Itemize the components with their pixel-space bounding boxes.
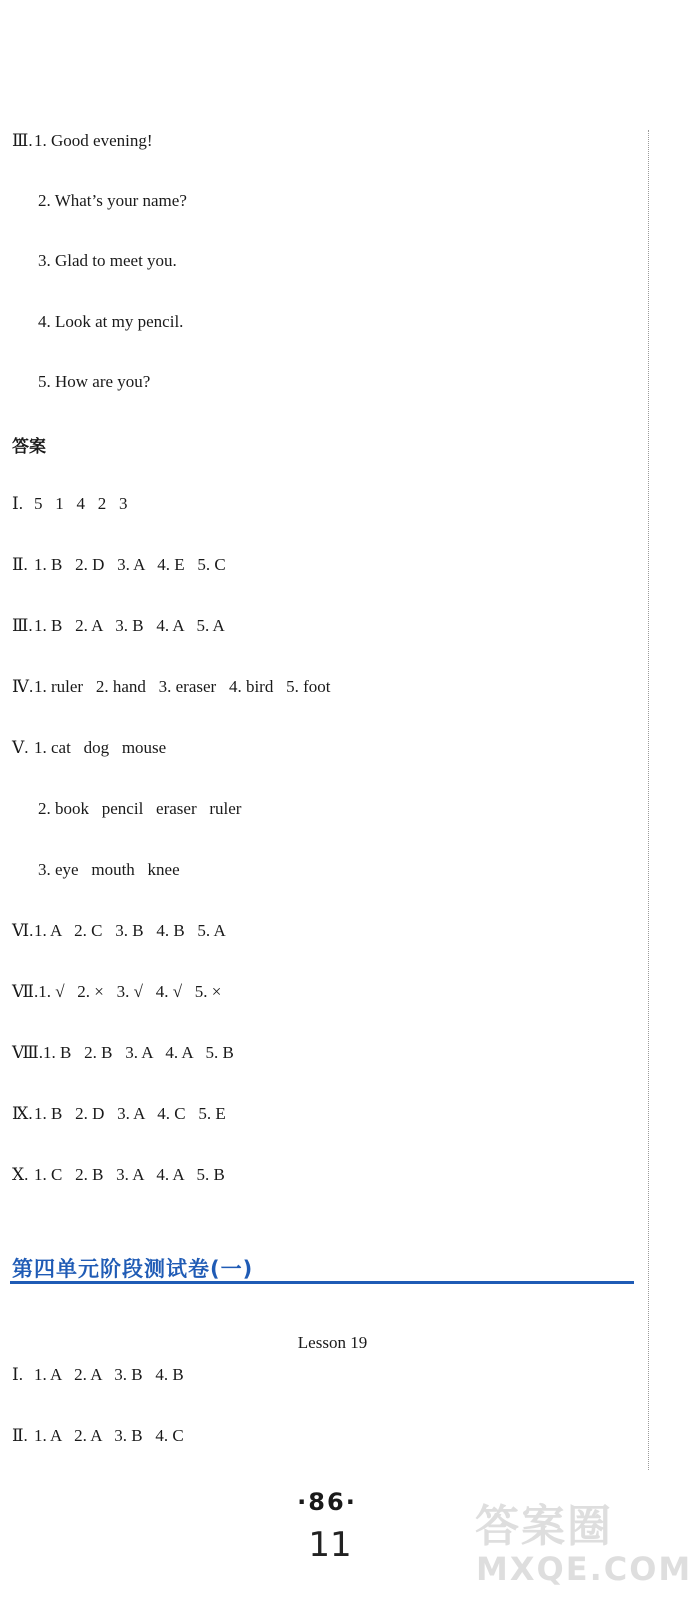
lesson-title: Lesson 19 bbox=[297, 1333, 368, 1352]
answer-row-2: Ⅱ. 1. B 2. D 3. A 4. E 5. C bbox=[12, 555, 226, 574]
listening-item-4: 4. Look at my pencil. bbox=[38, 312, 184, 331]
listening-item-1: Ⅲ.1. Good evening! bbox=[12, 131, 153, 150]
watermark-logo bbox=[470, 1488, 692, 1598]
section-answer-row-1: Ⅰ. 1. A 2. A 3. B 4. B bbox=[12, 1365, 184, 1384]
answers-heading: 答案 bbox=[12, 437, 46, 457]
watermark-url-text: MXQE.COM bbox=[476, 1550, 692, 1588]
watermark-main-text: 答案圈 bbox=[475, 1501, 613, 1552]
unit-section-title: 第四单元阶段测试卷(一) bbox=[12, 1257, 254, 1281]
answer-row-6: Ⅵ.1. A 2. C 3. B 4. B 5. A bbox=[12, 921, 226, 940]
answer-row-3: Ⅲ.1. B 2. A 3. B 4. A 5. A bbox=[12, 616, 225, 635]
answer-row-10: Ⅹ. 1. C 2. B 3. A 4. A 5. B bbox=[12, 1165, 225, 1184]
listening-item-2: 2. What’s your name? bbox=[38, 191, 187, 210]
listening-item-5: 5. How are you? bbox=[38, 372, 151, 391]
listening-item-3: 3. Glad to meet you. bbox=[38, 251, 177, 270]
answer-row-5: Ⅴ. 1. cat dog mouse bbox=[12, 738, 167, 757]
answer-row-5-sub-2: 2. book pencil eraser ruler bbox=[38, 799, 242, 818]
section-underline bbox=[10, 1281, 634, 1284]
page-edge-divider bbox=[648, 130, 649, 1470]
answer-row-7: Ⅶ.1. √ 2. × 3. √ 4. √ 5. × bbox=[12, 982, 222, 1001]
answer-row-4: Ⅳ.1. ruler 2. hand 3. eraser 4. bird 5. foot bbox=[12, 677, 331, 696]
handwritten-mark: 11 bbox=[308, 1525, 352, 1565]
answer-row-9: Ⅸ.1. B 2. D 3. A 4. C 5. E bbox=[12, 1104, 226, 1123]
answer-row-5-sub-3: 3. eye mouth knee bbox=[38, 860, 180, 879]
page-number: ·86· bbox=[297, 1488, 357, 1516]
answer-row-8: Ⅷ.1. B 2. B 3. A 4. A 5. B bbox=[12, 1043, 234, 1062]
section-answer-row-2: Ⅱ. 1. A 2. A 3. B 4. C bbox=[12, 1426, 184, 1445]
answer-row-1: Ⅰ. 5 1 4 2 3 bbox=[12, 494, 128, 513]
